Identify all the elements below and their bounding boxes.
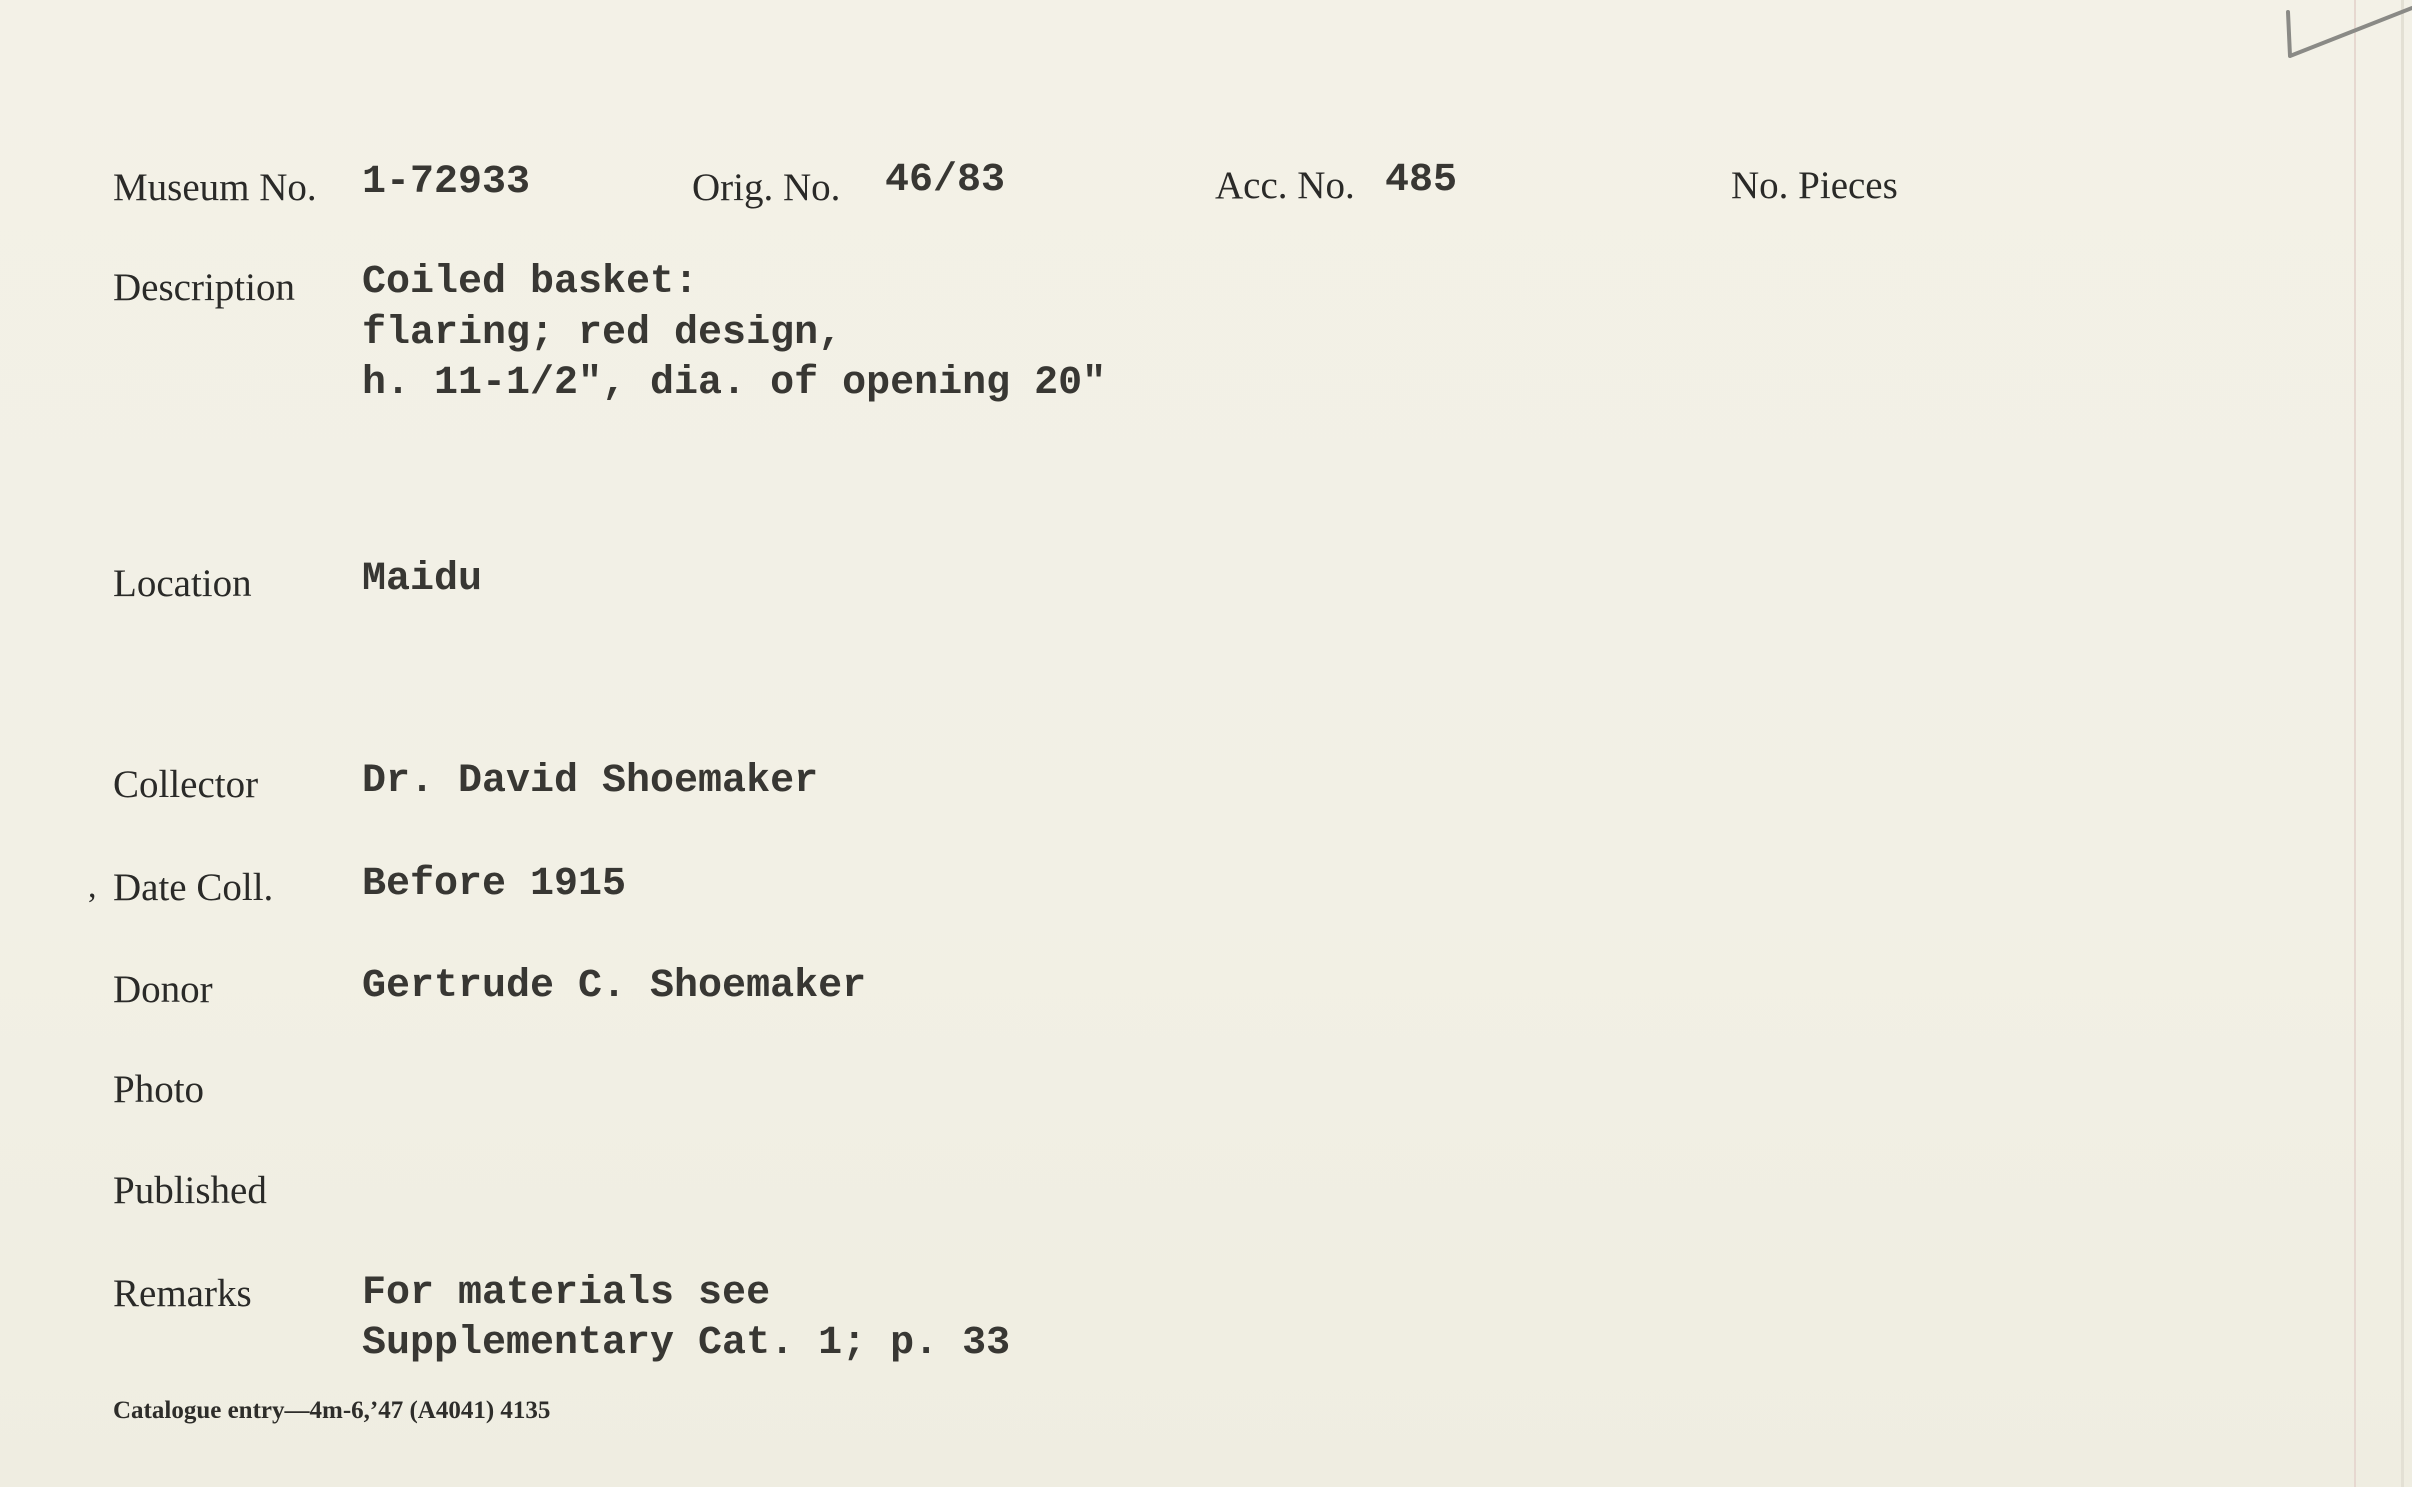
donor-value: Gertrude C. Shoemaker <box>362 964 867 1009</box>
no-pieces-label: No. Pieces <box>1731 164 1898 207</box>
photo-label: Photo <box>113 1068 205 1111</box>
remarks-line-2: Supplementary Cat. 1; p. 33 <box>362 1321 1011 1366</box>
acc-no-value: 485 <box>1385 158 1458 203</box>
collector-value: Dr. David Shoemaker <box>362 759 819 804</box>
date-coll-value: Before 1915 <box>362 862 627 907</box>
acc-no-label: Acc. No. <box>1215 164 1355 207</box>
location-label: Location <box>113 562 252 605</box>
description-line-3: h. 11-1/2", dia. of opening 20" <box>362 361 1107 406</box>
donor-label: Donor <box>113 968 213 1011</box>
description-label: Description <box>113 266 295 309</box>
description-line-1: Coiled basket: <box>362 260 699 305</box>
museum-no-value: 1-72933 <box>362 160 531 205</box>
check-mark-icon <box>2270 0 2412 70</box>
description-line-2: flaring; red design, <box>362 311 843 356</box>
remarks-label: Remarks <box>113 1272 252 1315</box>
card-edge-line <box>2354 0 2356 1487</box>
catalogue-entry-footer: Catalogue entry—4m-6,’47 (A4041) 4135 <box>113 1397 551 1424</box>
published-label: Published <box>113 1169 267 1212</box>
collector-label: Collector <box>113 763 259 806</box>
orig-no-label: Orig. No. <box>692 166 841 209</box>
museum-no-label: Museum No. <box>113 166 317 209</box>
date-coll-label: Date Coll. <box>113 866 274 909</box>
remarks-line-1: For materials see <box>362 1271 771 1316</box>
card-right-edge <box>2401 0 2404 1487</box>
orig-no-value: 46/83 <box>885 158 1006 203</box>
location-value: Maidu <box>362 557 483 602</box>
margin-dot: , <box>88 868 97 905</box>
